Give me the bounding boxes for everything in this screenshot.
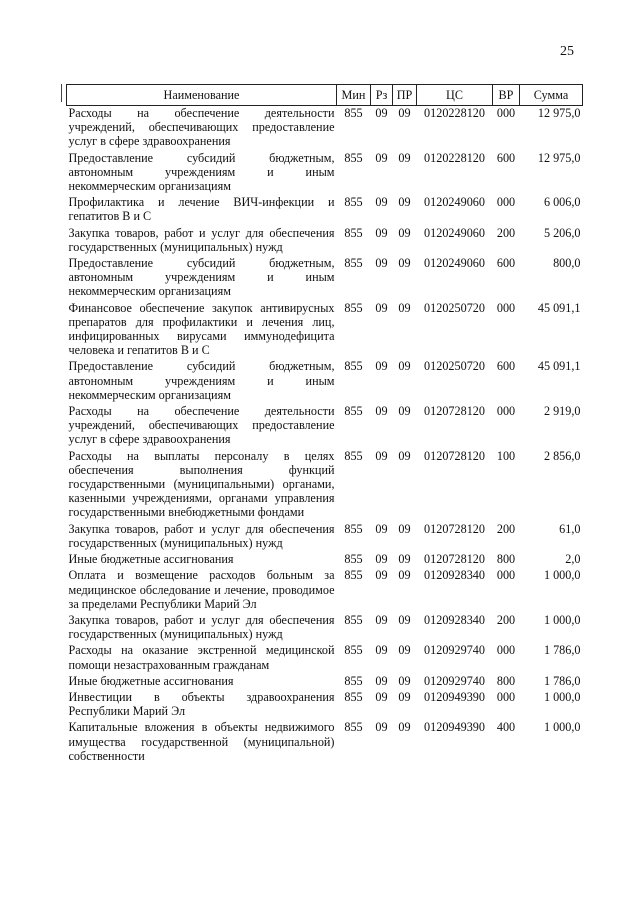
- row-min: 855: [344, 225, 363, 240]
- column-header-cs: ЦС: [417, 85, 493, 106]
- row-rz: 09: [375, 256, 388, 271]
- row-min: 855: [344, 673, 363, 688]
- table-row: [67, 359, 583, 404]
- row-pr: 09: [398, 689, 411, 704]
- row-rz: 09: [375, 359, 388, 374]
- row-cs: 0120728120: [424, 404, 485, 419]
- column-header-rz: Рз: [371, 85, 393, 106]
- row-sum: 2 856,0: [543, 448, 581, 463]
- row-min: 855: [344, 195, 363, 210]
- table-row: [67, 552, 583, 568]
- row-pr: 09: [398, 359, 411, 374]
- row-min: 855: [344, 521, 363, 536]
- row-cs: 0120728120: [424, 448, 485, 463]
- row-name: Профилактика и лечение ВИЧ-инфекции и гепатитов В и С: [68, 195, 335, 224]
- row-sum: 12 975,0: [537, 150, 581, 165]
- column-header-vr: ВР: [493, 85, 520, 106]
- table-row: [67, 568, 583, 613]
- row-cs: 0120728120: [424, 521, 485, 536]
- row-vr: 100: [496, 448, 516, 463]
- row-vr: 600: [496, 256, 516, 271]
- row-cs: 0120249060: [424, 256, 485, 271]
- row-rz: 09: [375, 521, 388, 536]
- column-header-pr: ПР: [393, 85, 417, 106]
- row-cs: 0120249060: [424, 225, 485, 240]
- row-min: 855: [344, 643, 363, 658]
- row-pr: 09: [398, 300, 411, 315]
- row-cs: 0120929740: [424, 673, 485, 688]
- row-vr: 000: [496, 106, 516, 120]
- row-sum: 6 006,0: [543, 195, 581, 210]
- row-name: Закупка товаров, работ и услуг для обеспечения государственных (муниципальных) нужд: [68, 225, 335, 254]
- row-rz: 09: [375, 106, 388, 120]
- budget-table: [66, 84, 583, 765]
- table-row: [67, 404, 583, 449]
- row-name: Расходы на выплаты персоналу в целях обеспечения выполнения функций государственными (муниципальными) органами, казенными учреждениями, органами управления государственными внебюджетными фондами: [68, 448, 335, 520]
- row-vr: 000: [496, 568, 516, 583]
- row-name: Закупка товаров, работ и услуг для обеспечения государственных (муниципальных) нужд: [68, 521, 335, 550]
- row-pr: 09: [398, 225, 411, 240]
- row-vr: 000: [496, 643, 516, 658]
- table-header-row: [67, 85, 583, 106]
- row-name: Закупка товаров, работ и услуг для обеспечения государственных (муниципальных) нужд: [68, 612, 335, 642]
- row-rz: 09: [375, 643, 388, 658]
- row-vr: 200: [496, 612, 516, 627]
- row-vr: 200: [496, 521, 516, 536]
- row-vr: 800: [496, 552, 516, 567]
- row-name: Инвестиции в объекты здравоохранения Республики Марий Эл: [68, 689, 335, 719]
- row-vr: 600: [496, 359, 516, 374]
- row-rz: 09: [375, 300, 388, 315]
- table-row: [67, 613, 583, 643]
- row-sum: 61,0: [559, 521, 581, 536]
- table-row: [67, 301, 583, 360]
- row-min: 855: [344, 720, 363, 735]
- row-name: Предоставление субсидий бюджетным, автономным учреждениям и иным некоммерческим организациям: [68, 256, 335, 299]
- row-rz: 09: [375, 225, 388, 240]
- row-sum: 1 000,0: [543, 720, 581, 735]
- row-min: 855: [344, 404, 363, 419]
- row-name: Иные бюджетные ассигнования: [68, 673, 234, 688]
- row-rz: 09: [375, 150, 388, 165]
- row-min: 855: [344, 150, 363, 165]
- row-pr: 09: [398, 404, 411, 419]
- table-row: [67, 522, 583, 552]
- row-sum: 1 000,0: [543, 689, 581, 704]
- column-header-min: Мин: [337, 85, 371, 106]
- row-name: Расходы на обеспечение деятельности учреждений, обеспечивающих предоставление услуг в сфере здравоохранения: [68, 106, 335, 149]
- row-cs: 0120250720: [424, 300, 485, 315]
- row-cs: 0120928340: [424, 612, 485, 627]
- row-pr: 09: [398, 106, 411, 120]
- row-min: 855: [344, 448, 363, 463]
- row-sum: 45 091,1: [537, 359, 581, 374]
- row-rz: 09: [375, 568, 388, 583]
- row-vr: 000: [496, 195, 516, 210]
- row-sum: 1 786,0: [543, 643, 581, 658]
- row-min: 855: [344, 300, 363, 315]
- table-row: [67, 256, 583, 301]
- row-cs: 0120250720: [424, 359, 485, 374]
- row-sum: 2,0: [565, 552, 581, 567]
- row-pr: 09: [398, 612, 411, 627]
- margin-mark: [61, 84, 62, 102]
- row-vr: 600: [496, 150, 516, 165]
- row-cs: 0120228120: [424, 106, 485, 120]
- row-sum: 800,0: [553, 256, 581, 271]
- row-sum: 45 091,1: [537, 300, 581, 315]
- row-min: 855: [344, 689, 363, 704]
- row-vr: 400: [496, 720, 516, 735]
- row-pr: 09: [398, 150, 411, 165]
- row-min: 855: [344, 106, 363, 120]
- row-rz: 09: [375, 673, 388, 688]
- row-cs: 0120928340: [424, 568, 485, 583]
- row-cs: 0120728120: [424, 552, 485, 567]
- row-sum: 2 919,0: [543, 404, 581, 419]
- table-row: [67, 226, 583, 256]
- table-row: [67, 449, 583, 522]
- table-row: [67, 690, 583, 720]
- row-vr: 000: [496, 689, 516, 704]
- page-number: 25: [560, 44, 574, 59]
- row-name: Капитальные вложения в объекты недвижимого имущества государственной (муниципальной) собственности: [68, 720, 335, 763]
- row-sum: 1 000,0: [543, 568, 581, 583]
- row-name: Оплата и возмещение расходов больным за медицинское обследование и лечение, проводимое за пределами Республики Марий Эл: [68, 568, 335, 611]
- table-row: [67, 195, 583, 225]
- row-pr: 09: [398, 720, 411, 735]
- row-sum: 5 206,0: [543, 225, 581, 240]
- row-rz: 09: [375, 195, 388, 210]
- row-name: Предоставление субсидий бюджетным, автономным учреждениям и иным некоммерческим организациям: [68, 359, 335, 402]
- row-pr: 09: [398, 673, 411, 688]
- table-row: [67, 720, 583, 765]
- row-pr: 09: [398, 521, 411, 536]
- row-min: 855: [344, 568, 363, 583]
- row-vr: 000: [496, 404, 516, 419]
- row-vr: 800: [496, 673, 516, 688]
- row-vr: 000: [496, 300, 516, 315]
- row-pr: 09: [398, 448, 411, 463]
- row-rz: 09: [375, 404, 388, 419]
- row-name: Расходы на обеспечение деятельности учреждений, обеспечивающих предоставление услуг в сфере здравоохранения: [68, 404, 335, 447]
- row-pr: 09: [398, 552, 411, 567]
- row-rz: 09: [375, 689, 388, 704]
- row-min: 855: [344, 552, 363, 567]
- row-min: 855: [344, 256, 363, 271]
- table-row: [67, 151, 583, 196]
- row-vr: 200: [496, 225, 516, 240]
- row-pr: 09: [398, 195, 411, 210]
- row-name: Финансовое обеспечение закупок антивирусных препаратов для профилактики и лечения лиц, инфицированных вирусами иммунодефицита человека и гепатитов В и С: [68, 300, 335, 358]
- row-pr: 09: [398, 643, 411, 658]
- table-row: [67, 106, 583, 151]
- column-header-sum: Сумма: [520, 85, 583, 106]
- row-cs: 0120949390: [424, 689, 485, 704]
- row-pr: 09: [398, 256, 411, 271]
- row-name: Предоставление субсидий бюджетным, автономным учреждениям и иным некоммерческим организациям: [68, 150, 335, 194]
- row-cs: 0120228120: [424, 150, 485, 165]
- row-rz: 09: [375, 552, 388, 567]
- row-cs: 0120949390: [424, 720, 485, 735]
- row-min: 855: [344, 359, 363, 374]
- row-rz: 09: [375, 720, 388, 735]
- row-sum: 1 000,0: [543, 612, 581, 627]
- row-rz: 09: [375, 448, 388, 463]
- column-header-name: Наименование: [67, 85, 337, 106]
- table-row: [67, 643, 583, 673]
- row-sum: 1 786,0: [543, 673, 581, 688]
- row-min: 855: [344, 612, 363, 627]
- row-sum: 12 975,0: [537, 106, 581, 120]
- table-row: [67, 674, 583, 690]
- row-name: Иные бюджетные ассигнования: [68, 552, 234, 567]
- row-cs: 0120929740: [424, 643, 485, 658]
- row-pr: 09: [398, 568, 411, 583]
- row-name: Расходы на оказание экстренной медицинской помощи незастрахованным гражданам: [68, 643, 335, 672]
- row-cs: 0120249060: [424, 195, 485, 210]
- row-rz: 09: [375, 612, 388, 627]
